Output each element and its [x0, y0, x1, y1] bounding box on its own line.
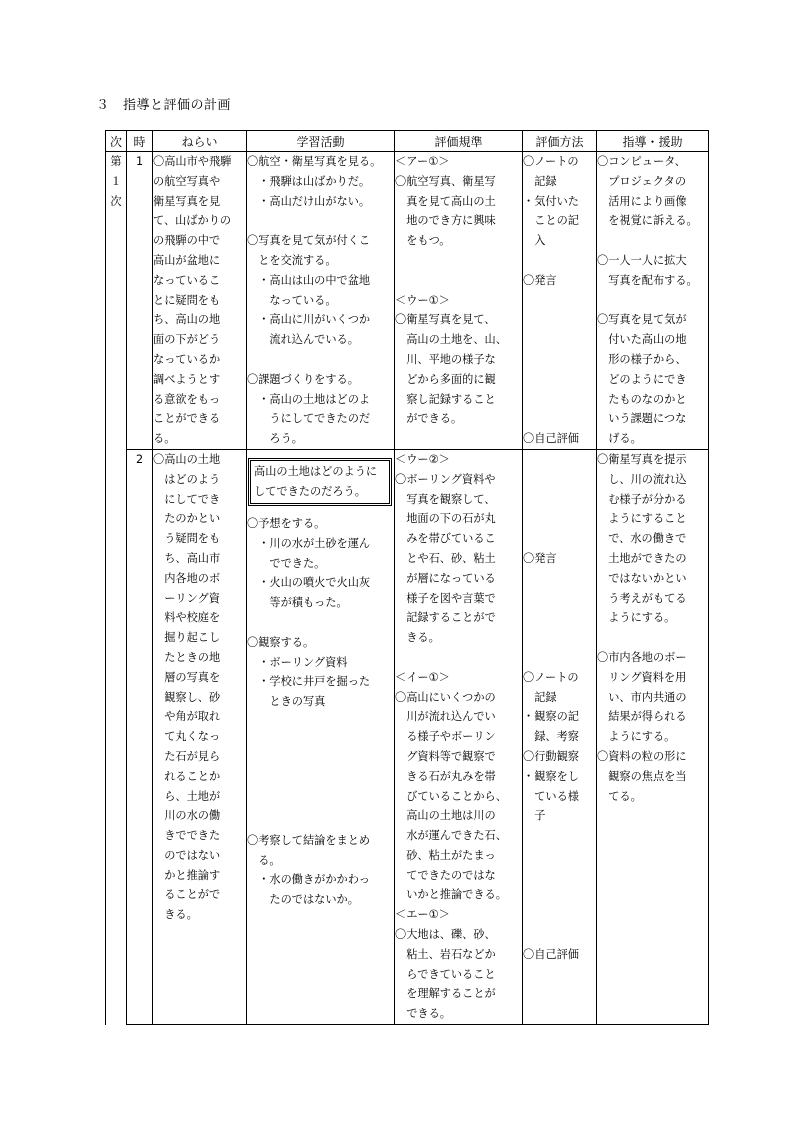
cell-line: る。	[153, 432, 176, 446]
cell-line: を視覚に訴える。	[597, 214, 698, 228]
cell-line: とを交流する。	[247, 253, 337, 267]
cell-line: ・気付いた	[523, 194, 579, 208]
table-row	[106, 449, 709, 1024]
cell-line	[523, 608, 596, 628]
cell-line: 〇高山の土地	[153, 452, 221, 466]
cell-line: できる。	[395, 1007, 451, 1021]
aim-cell	[153, 152, 247, 450]
cell-line	[523, 470, 596, 490]
aim-cell	[153, 449, 247, 1024]
cell-line: 様子を図や言葉で	[395, 591, 496, 605]
cell-line: はどのよう	[153, 472, 221, 486]
cell-line	[395, 251, 522, 271]
cell-line: ・火山の噴火で火山灰	[247, 576, 371, 590]
cell-line: 〇自己評価	[523, 432, 579, 446]
cell-line	[523, 330, 596, 350]
cell-line: 記録	[523, 174, 557, 188]
cell-line: 流れ込んでいる。	[247, 333, 359, 347]
cell-line	[523, 885, 596, 905]
cell-line: 付いた高山の地	[597, 333, 687, 347]
cell-line: とや石、砂、粘土	[395, 551, 496, 565]
cell-line: 〇考察して結論をまとめ	[247, 833, 371, 847]
header-hour: 時	[127, 131, 153, 152]
cell-line: 〇課題づくりをする。	[247, 372, 359, 386]
cell-line: ら、土地が	[153, 789, 221, 803]
cell-line: 形の様子から、	[597, 352, 687, 366]
cell-line: プロジェクタの	[597, 174, 687, 188]
cell-line	[523, 350, 596, 370]
cell-line: ようにする。	[597, 611, 676, 625]
cell-line: てる。	[597, 789, 642, 803]
cell-line: リング資料を用	[597, 670, 687, 684]
cell-line: 〇資料の粒の形に	[597, 749, 687, 763]
cell-line	[523, 409, 596, 429]
cell-line: ・高山の土地はどのよ	[247, 392, 371, 406]
cell-line: ・水の働きがかかわっ	[247, 873, 370, 887]
table-row	[106, 152, 709, 450]
cell-line: た石が見ら	[153, 749, 221, 763]
cell-line: 〇航空写真、衛星写	[395, 174, 496, 188]
cell-line: ろう。	[247, 432, 303, 446]
cell-line	[523, 846, 596, 866]
cell-line: たのかとい	[153, 512, 221, 526]
cell-line: や角が取れ	[153, 710, 221, 724]
cell-line: 記録することがで	[395, 611, 496, 625]
cell-line: 川、平地の様子な	[395, 352, 496, 366]
cell-line: みを帯びているこ	[395, 532, 496, 546]
cell-line	[523, 370, 596, 390]
cell-line: 〇航空・衛星写真を見る。	[247, 155, 382, 168]
cell-line	[523, 310, 596, 330]
cell-line: でできた。	[247, 556, 326, 570]
cell-line: る意欲をもっ	[153, 392, 221, 406]
cell-line: ＜エー①＞	[395, 908, 450, 922]
cell-line: ようにすること	[597, 512, 687, 526]
cell-line	[247, 732, 394, 752]
cell-line: 察し記録すること	[395, 392, 496, 406]
cell-line: 川が流れ込んでい	[395, 710, 496, 724]
cell-line	[523, 905, 596, 925]
cell-line: 〇コンピュータ、	[597, 155, 686, 168]
cell-line: ・学校に井戸を掘った	[247, 675, 371, 689]
cell-line: グ資料等で観察で	[395, 749, 496, 763]
cell-line: びていることから、	[395, 789, 507, 803]
header-support: 指導・援助	[597, 131, 709, 152]
cell-line: 等が積もった。	[247, 596, 348, 610]
cell-line: ・高山は山の中で盆地	[247, 273, 371, 287]
cell-line: なっている。	[247, 293, 337, 307]
hour-cell: 1	[127, 152, 153, 450]
cell-line: て、山ばかりの	[153, 214, 232, 228]
cell-line: らできていること	[395, 967, 496, 981]
cell-line: 真を見て高山の土	[395, 194, 496, 208]
header-methods: 評価方法	[523, 131, 597, 152]
cell-line: たものなのかと	[597, 392, 687, 406]
question-box: 高山の土地はどのようにしてできたのだろう。	[248, 458, 392, 506]
cell-line: どのようにでき	[597, 372, 687, 386]
cell-line: 〇市内各地のボー	[597, 650, 687, 664]
cell-line: ようにする。	[597, 730, 676, 744]
cell-line: ・ボーリング資料	[247, 655, 348, 669]
cell-line: ができる。	[395, 412, 463, 426]
cell-line: て丸くなっ	[153, 730, 221, 744]
cell-line: 〇発言	[523, 273, 557, 287]
cell-line	[597, 231, 708, 251]
phase-cell	[106, 152, 127, 1025]
cell-line: ではないかとい	[597, 571, 687, 585]
cell-line: ＜ウー②＞	[395, 452, 450, 466]
cell-line: 掘り起こし	[153, 631, 221, 645]
cell-line: う考えがもてる	[597, 591, 687, 605]
cell-line: ときの写真	[247, 695, 326, 709]
cell-line: 〇衛星写真を提示	[597, 452, 687, 466]
cell-line: ・観察の記	[523, 710, 579, 724]
cell-line: いう課題につな	[597, 412, 687, 426]
cell-line	[247, 712, 394, 732]
cell-line: し、川の流れ込	[597, 472, 687, 486]
cell-line: ことの記	[523, 214, 579, 228]
cell-line	[395, 648, 522, 668]
cell-line: 写真を観察して、	[395, 492, 496, 506]
cell-line: 〇行動観察	[523, 749, 579, 763]
section-heading: ３ 指導と評価の計画	[96, 98, 232, 113]
cell-line: 高山が盆地に	[153, 253, 221, 267]
cell-line: れることか	[153, 769, 221, 783]
cell-line: 〇発言	[523, 551, 557, 565]
cell-line: 地のでき方に興味	[395, 214, 496, 228]
cell-line: を理解することが	[395, 987, 496, 1001]
support-cell	[597, 449, 709, 1024]
cell-line: 内各地のボ	[153, 571, 221, 585]
cell-line: たのではないか。	[247, 893, 359, 907]
criteria-cell	[395, 152, 523, 450]
cell-line	[597, 628, 708, 648]
cell-line: が層になっている	[395, 571, 496, 585]
cell-line: る。	[247, 853, 281, 867]
cell-line: 衛星写真を見	[153, 194, 221, 208]
cell-line: 〇写真を見て気が	[597, 313, 687, 327]
cell-line: たときの地	[153, 650, 221, 664]
cell-line	[523, 291, 596, 311]
cell-line: 〇大地は、礫、砂、	[395, 928, 496, 942]
cell-line: ち、高山市	[153, 551, 221, 565]
cell-line: どから多面的に観	[395, 372, 496, 386]
support-cell	[597, 152, 709, 450]
cell-line	[523, 390, 596, 410]
hour-cell: 2	[127, 449, 153, 1024]
cell-line: 〇高山市や飛騨	[153, 155, 232, 168]
cell-line: ・高山だけ山がない。	[247, 194, 371, 208]
cell-line: 高山の土地は川の	[395, 809, 496, 823]
activities-cell	[247, 449, 395, 1024]
cell-line: 〇ノートの	[523, 155, 579, 168]
cell-line	[597, 291, 708, 311]
cell-line	[247, 791, 394, 811]
cell-line	[523, 826, 596, 846]
cell-line: 〇写真を見て気が付くこ	[247, 234, 371, 248]
cell-line	[523, 589, 596, 609]
methods-cell	[523, 152, 597, 450]
cell-line: 砂、粘土がたまっ	[395, 848, 496, 862]
cell-line: い、市内共通の	[597, 690, 687, 704]
header-activities: 学習活動	[247, 131, 395, 152]
cell-line: 〇衛星写真を見て、	[395, 313, 496, 327]
cell-line: ち、高山の地	[153, 313, 221, 327]
cell-line	[523, 490, 596, 510]
cell-line	[247, 613, 394, 633]
cell-line	[523, 925, 596, 945]
cell-line	[395, 271, 522, 291]
criteria-cell	[395, 449, 523, 1024]
cell-line	[247, 752, 394, 772]
cell-line: 記録	[523, 690, 557, 704]
cell-line: きる。	[153, 908, 198, 922]
cell-line: 面の下がどう	[153, 333, 221, 347]
cell-line: 〇ボーリング資料や	[395, 472, 496, 486]
cell-line: げる。	[597, 432, 642, 446]
activities-cell	[247, 152, 395, 450]
cell-line: 粘土、岩石などか	[395, 947, 496, 961]
cell-line: 川の水の働	[153, 809, 221, 823]
cell-line: きでできた	[153, 829, 221, 843]
cell-line: ーリング資	[153, 591, 220, 605]
cell-line: 観察し、砂	[153, 690, 221, 704]
cell-line: 観察の焦点を当	[597, 769, 687, 783]
cell-line: 料や校庭を	[153, 611, 221, 625]
cell-line: なっているか	[153, 352, 221, 366]
cell-line	[523, 569, 596, 589]
cell-line: 〇観察する。	[247, 635, 315, 649]
cell-line: かと推論す	[153, 868, 221, 882]
cell-line: 〇一人一人に拡大	[597, 253, 687, 267]
phase-char: 第	[110, 155, 122, 168]
cell-line: きる。	[395, 631, 440, 645]
cell-line: 調べようとす	[153, 372, 221, 386]
cell-line: 地面の下の石が丸	[395, 512, 496, 526]
cell-line	[247, 211, 394, 231]
cell-line: ・飛騨は山ばかりだ。	[247, 174, 371, 188]
cell-line: のではない	[153, 848, 221, 862]
cell-line: ・高山に川がいくつか	[247, 313, 371, 327]
phase-char: １	[110, 174, 122, 188]
cell-line: 水が運んできた石、	[395, 829, 507, 843]
cell-line: いかと推論できる。	[395, 888, 507, 902]
cell-line	[247, 350, 394, 370]
cell-line: 層の写真を	[153, 670, 221, 684]
header-aim: ねらい	[153, 131, 247, 152]
cell-line: てできたのではな	[395, 868, 496, 882]
cell-line: う疑問をも	[153, 532, 221, 546]
cell-line: うにしてできたのだ	[247, 412, 371, 426]
cell-line: とに疑問をも	[153, 293, 221, 307]
cell-line: 子	[523, 809, 546, 823]
cell-line: ＜ウー①＞	[395, 293, 450, 307]
cell-line: ＜イー①＞	[395, 670, 450, 684]
methods-cell	[523, 449, 597, 1024]
table-header-row	[106, 131, 709, 152]
cell-line: 活用により画像	[597, 194, 687, 208]
cell-line: ことができる	[153, 412, 221, 426]
cell-line: ・川の水が土砂を運ん	[247, 536, 371, 550]
cell-line: 〇予想をする。	[247, 516, 326, 530]
cell-line: ・観察をし	[523, 769, 579, 783]
teaching-plan-table	[105, 130, 709, 1025]
cell-line: 〇ノートの	[523, 670, 579, 684]
cell-line	[523, 450, 596, 470]
cell-line: ＜アー①＞	[395, 155, 450, 168]
cell-line	[247, 771, 394, 791]
header-criteria: 評価規準	[395, 131, 523, 152]
cell-line	[523, 648, 596, 668]
phase-char: 次	[110, 194, 122, 208]
cell-line: 〇自己評価	[523, 947, 579, 961]
header-phase: 次	[106, 131, 127, 152]
cell-line	[523, 509, 596, 529]
cell-line: で、水の働きで	[597, 532, 687, 546]
cell-line: 土地ができたの	[597, 551, 687, 565]
cell-line	[523, 529, 596, 549]
cell-line: なっているこ	[153, 273, 221, 287]
cell-line	[523, 628, 596, 648]
cell-line: る様子やボーリン	[395, 730, 496, 744]
cell-line: 〇高山にいくつかの	[395, 690, 496, 704]
cell-line: にしてでき	[153, 492, 221, 506]
cell-line: む様子が分かる	[597, 492, 687, 506]
cell-line: 高山の土地を、山、	[395, 333, 507, 347]
cell-line: きる石が丸みを帯	[395, 769, 496, 783]
cell-line: 写真を配布する。	[597, 273, 698, 287]
cell-line: をもつ。	[395, 234, 451, 248]
cell-line	[523, 866, 596, 886]
cell-line: 録、考察	[523, 730, 579, 744]
cell-line: ることがで	[153, 888, 221, 902]
cell-line: ている様	[523, 789, 579, 803]
cell-line: の航空写真や	[153, 174, 221, 188]
cell-line: の飛騨の中で	[153, 234, 221, 248]
cell-line: 入	[523, 234, 546, 248]
cell-line	[247, 811, 394, 831]
cell-line: 結果が得られる	[597, 710, 687, 724]
cell-line	[523, 251, 596, 271]
